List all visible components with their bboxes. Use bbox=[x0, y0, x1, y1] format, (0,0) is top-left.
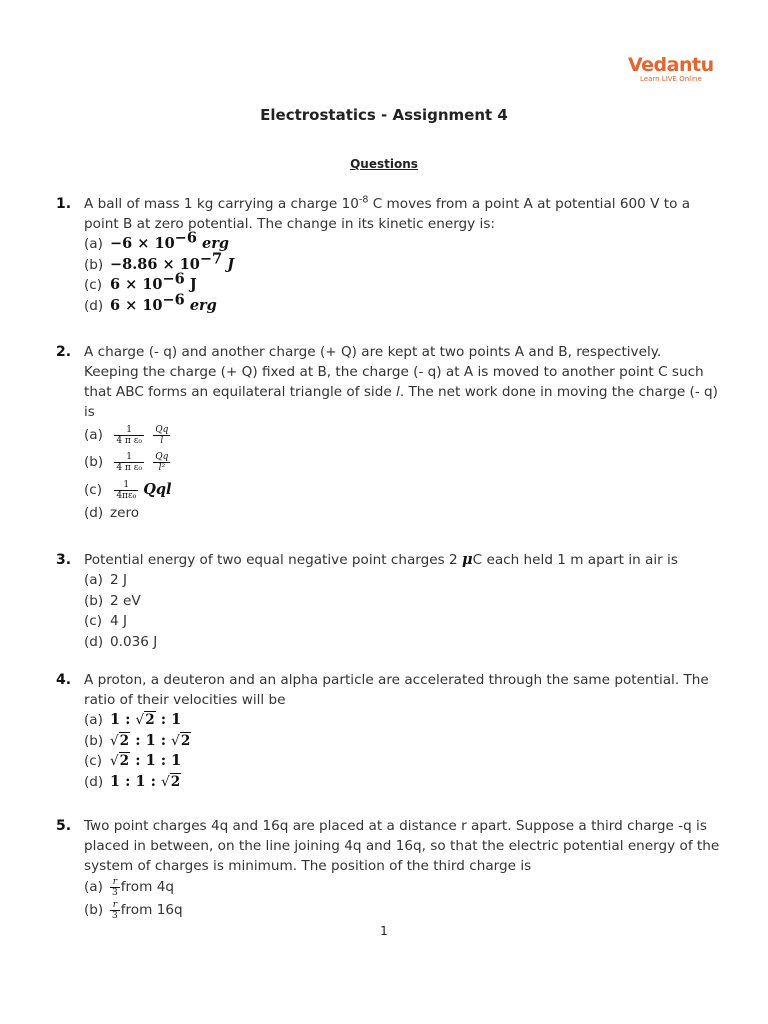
option-d: (d) 0.036 J bbox=[84, 633, 158, 650]
option-b: (b) $\frac{1}{\text{4 π ε₀}}$ $\frac{Qq}{\text{l²}}$ bbox=[84, 451, 169, 473]
page-number: 1 bbox=[380, 924, 388, 938]
option-c: (c) 4 J bbox=[84, 613, 127, 629]
question-number: 3. bbox=[56, 552, 72, 568]
question-number: 5. bbox=[56, 818, 72, 834]
option-d: (d) 1 : 1 : √2 bbox=[84, 772, 181, 790]
fraction: $\frac{r}{3}$ bbox=[112, 876, 118, 898]
fraction: $\frac{Qq}{l}$ bbox=[155, 424, 169, 446]
question-text: Two point charges 4q and 16q are placed at a distance r apart. Suppose a third charge -q is placed in between, on the line joining 4q and 16q, so that the electric potential energy of the system of charges is minimum. The position of the third charge is bbox=[84, 818, 720, 874]
option-a: (a) 2 J bbox=[84, 572, 127, 588]
option-c: (c) $6 \times 10^{-6}$ J bbox=[84, 270, 197, 293]
option-b: (b) 2 eV bbox=[84, 592, 141, 609]
question-3 bbox=[56, 550, 720, 652]
question-1 bbox=[56, 194, 720, 316]
logo-tagline: Learn LIVE Online bbox=[640, 75, 702, 83]
option-b: (b) $\frac{r}{3}$ from 16q bbox=[84, 899, 183, 921]
fraction: $\frac{1}{\text{4πε₀}}$ bbox=[116, 479, 137, 501]
logo-wordmark: Vedantu bbox=[628, 54, 714, 76]
option-d: (d) zero bbox=[84, 505, 140, 521]
option-c: (c) √2 : 1 : 1 bbox=[84, 752, 182, 769]
section-heading: Questions bbox=[350, 157, 418, 171]
fraction: $\frac{Qq}{\text{l²}}$ bbox=[155, 451, 169, 473]
option-a: (a) $\frac{r}{3}$ from 4q bbox=[84, 876, 174, 898]
fraction: $\frac{r}{3}$ bbox=[112, 899, 118, 921]
question-4 bbox=[56, 670, 720, 792]
fraction: $\frac{1}{\text{4 π ε₀}}$ bbox=[116, 424, 142, 446]
vedantu-logo bbox=[628, 54, 714, 83]
option-b: $(b) -8.86 \times 10^{-7}$ J bbox=[84, 249, 235, 273]
option-c: (c) $\frac{1}{\text{4πε₀}}$ Qql bbox=[84, 479, 172, 501]
fraction: $\frac{1}{\text{4 π ε₀}}$ bbox=[116, 451, 142, 473]
question-text: Potential energy of two equal negative point charges 2 μC each held 1 m apart in air is bbox=[84, 551, 678, 568]
question-number: 4. bbox=[56, 672, 72, 688]
question-text: A proton, a deuteron and an alpha particle are accelerated through the same potential. The ratio of their velocities will be bbox=[84, 672, 709, 708]
question-2 bbox=[56, 342, 720, 524]
option-d: (d) $6 \times 10^{-6}$ erg bbox=[84, 290, 217, 314]
question-text: A ball of mass 1 kg carrying a charge $10^{-8}$ C moves from a point A at potential 600 V to a point B at zero potential. The change in its kinetic energy is: bbox=[84, 194, 691, 232]
question-5 bbox=[56, 816, 720, 922]
option-a: (a) $\frac{1}{\text{4 π ε₀}}$ $\frac{Qq}{l}$ bbox=[84, 424, 169, 446]
option-a: $(a) -6 \times 10^{-6}$ erg bbox=[84, 229, 229, 252]
page-title: Electrostatics - Assignment 4 bbox=[260, 106, 508, 124]
question-number: 1. bbox=[56, 196, 72, 212]
question-number: 2. bbox=[56, 344, 72, 360]
question-text: A charge (- q) and another charge (+ Q) are kept at two points A and B, respectively. Keeping the charge (+ Q) fixed at B, the charge (- q) at A is moved to another point C such that ABC forms an equilateral triangle of side l. The net work done in moving the charge (- q) is bbox=[84, 344, 718, 420]
option-a: (a) 1 : √2 : 1 bbox=[84, 711, 182, 728]
option-b: (b) √2 : 1 : √2 bbox=[84, 731, 191, 749]
